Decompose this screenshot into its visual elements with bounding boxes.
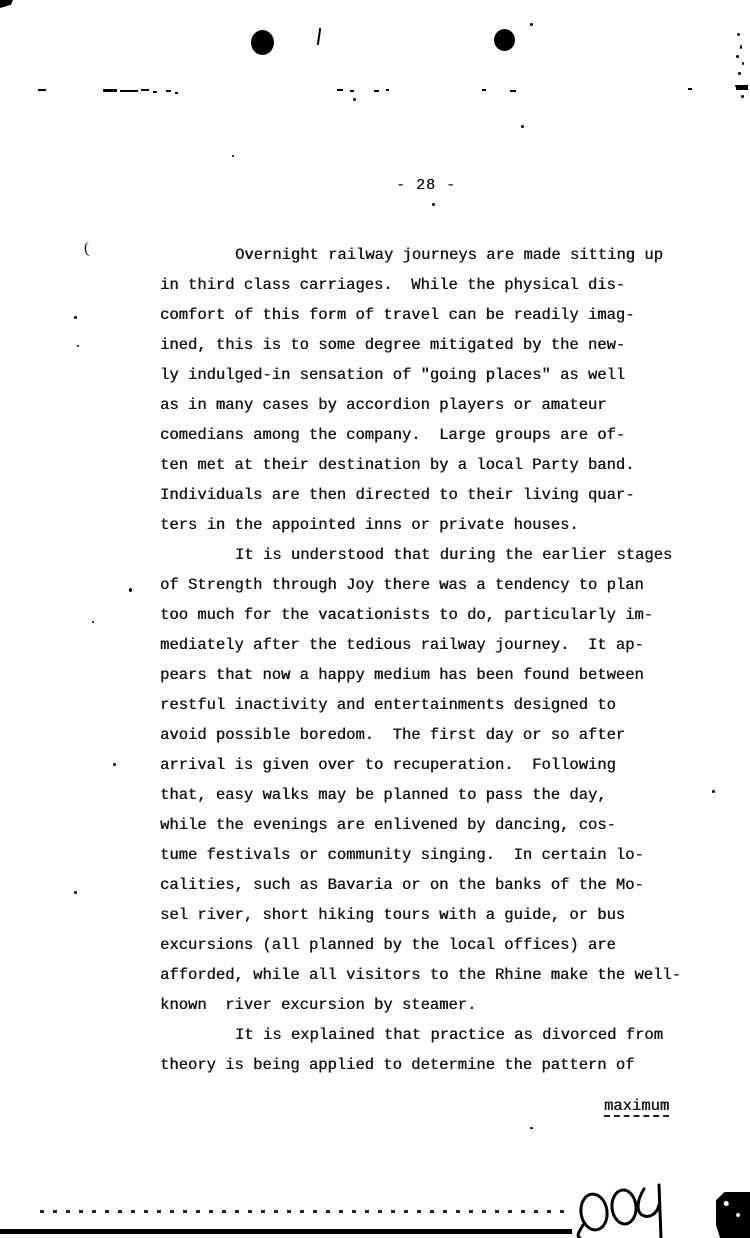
scan-smudge-corner — [716, 1192, 750, 1238]
scan-dotted-line-bottom — [40, 1210, 565, 1213]
text-line: comfort of this form of travel can be readily imag- — [160, 306, 635, 324]
speck — [129, 588, 132, 592]
text-line: pears that now a happy medium has been found between — [160, 666, 644, 684]
text-line: ined, this is to some degree mitigated by the new- — [160, 336, 626, 354]
handwritten-page-mark — [572, 1183, 682, 1238]
stray-margin-mark: ( — [83, 239, 90, 258]
paragraph-2 — [160, 540, 700, 1020]
scan-bar-bottom — [0, 1229, 572, 1234]
paragraph-3 — [160, 1020, 700, 1080]
catchword: maximum — [604, 1097, 670, 1115]
text-line: arrival is given over to recuperation. Following — [160, 756, 616, 774]
text-line: that, easy walks may be planned to pass the day, — [160, 786, 607, 804]
page-number: - 28 - — [396, 177, 457, 194]
document-text-block — [160, 240, 700, 1080]
text-line: sel river, short hiking tours with a guide, or bus — [160, 906, 626, 924]
text-line: ten met at their destination by a local Party band. — [160, 456, 635, 474]
speck — [77, 345, 79, 347]
text-line: ly indulged-in sensation of "going places" as well — [160, 366, 626, 384]
scan-corner-mark — [0, 0, 13, 8]
speck — [353, 98, 356, 101]
speck — [521, 125, 524, 128]
text-line: while the evenings are enlivened by dancing, cos- — [160, 816, 616, 834]
text-line: calities, such as Bavaria or on the banks of the Mo- — [160, 876, 644, 894]
text-line: theory is being applied to determine the pattern of — [160, 1056, 635, 1074]
hole-punch-dot-right — [494, 29, 515, 51]
paragraph-1 — [160, 240, 700, 540]
text-line: ters in the appointed inns or private houses. — [160, 516, 579, 534]
speck — [74, 891, 77, 894]
text-line: of Strength through Joy there was a tendency to plan — [160, 576, 644, 594]
text-line: tume festivals or community singing. In certain lo- — [160, 846, 644, 864]
text-line: too much for the vacationists to do, particularly im- — [160, 606, 653, 624]
speck — [530, 23, 533, 26]
speck — [712, 790, 715, 793]
text-line: restful inactivity and entertainments designed to — [160, 696, 616, 714]
text-line: known river excursion by steamer. — [160, 996, 477, 1014]
text-line: It is understood that during the earlier stages — [235, 546, 673, 564]
text-line: mediately after the tedious railway journey. It ap- — [160, 636, 644, 654]
speck — [530, 1127, 533, 1129]
text-line: in third class carriages. While the physical dis- — [160, 276, 626, 294]
text-line: avoid possible boredom. The first day or so after — [160, 726, 626, 744]
text-line: excursions (all planned by the local offices) are — [160, 936, 616, 954]
speck — [432, 203, 435, 206]
hole-punch-dot-left — [251, 30, 274, 55]
text-line: comedians among the company. Large groups are of- — [160, 426, 626, 444]
text-line: afforded, while all visitors to the Rhine make the well- — [160, 966, 681, 984]
speck — [232, 155, 234, 157]
speck — [92, 621, 94, 623]
text-line: It is explained that practice as divorced from — [235, 1026, 663, 1044]
speck — [74, 316, 77, 319]
scan-tick-mark — [317, 28, 321, 45]
text-line: Individuals are then directed to their living quar- — [160, 486, 635, 504]
scan-speckles-right-edge — [730, 25, 750, 105]
speck — [113, 763, 116, 766]
text-line: Overnight railway journeys are made sitting up — [235, 246, 663, 264]
text-line: as in many cases by accordion players or amateur — [160, 396, 607, 414]
